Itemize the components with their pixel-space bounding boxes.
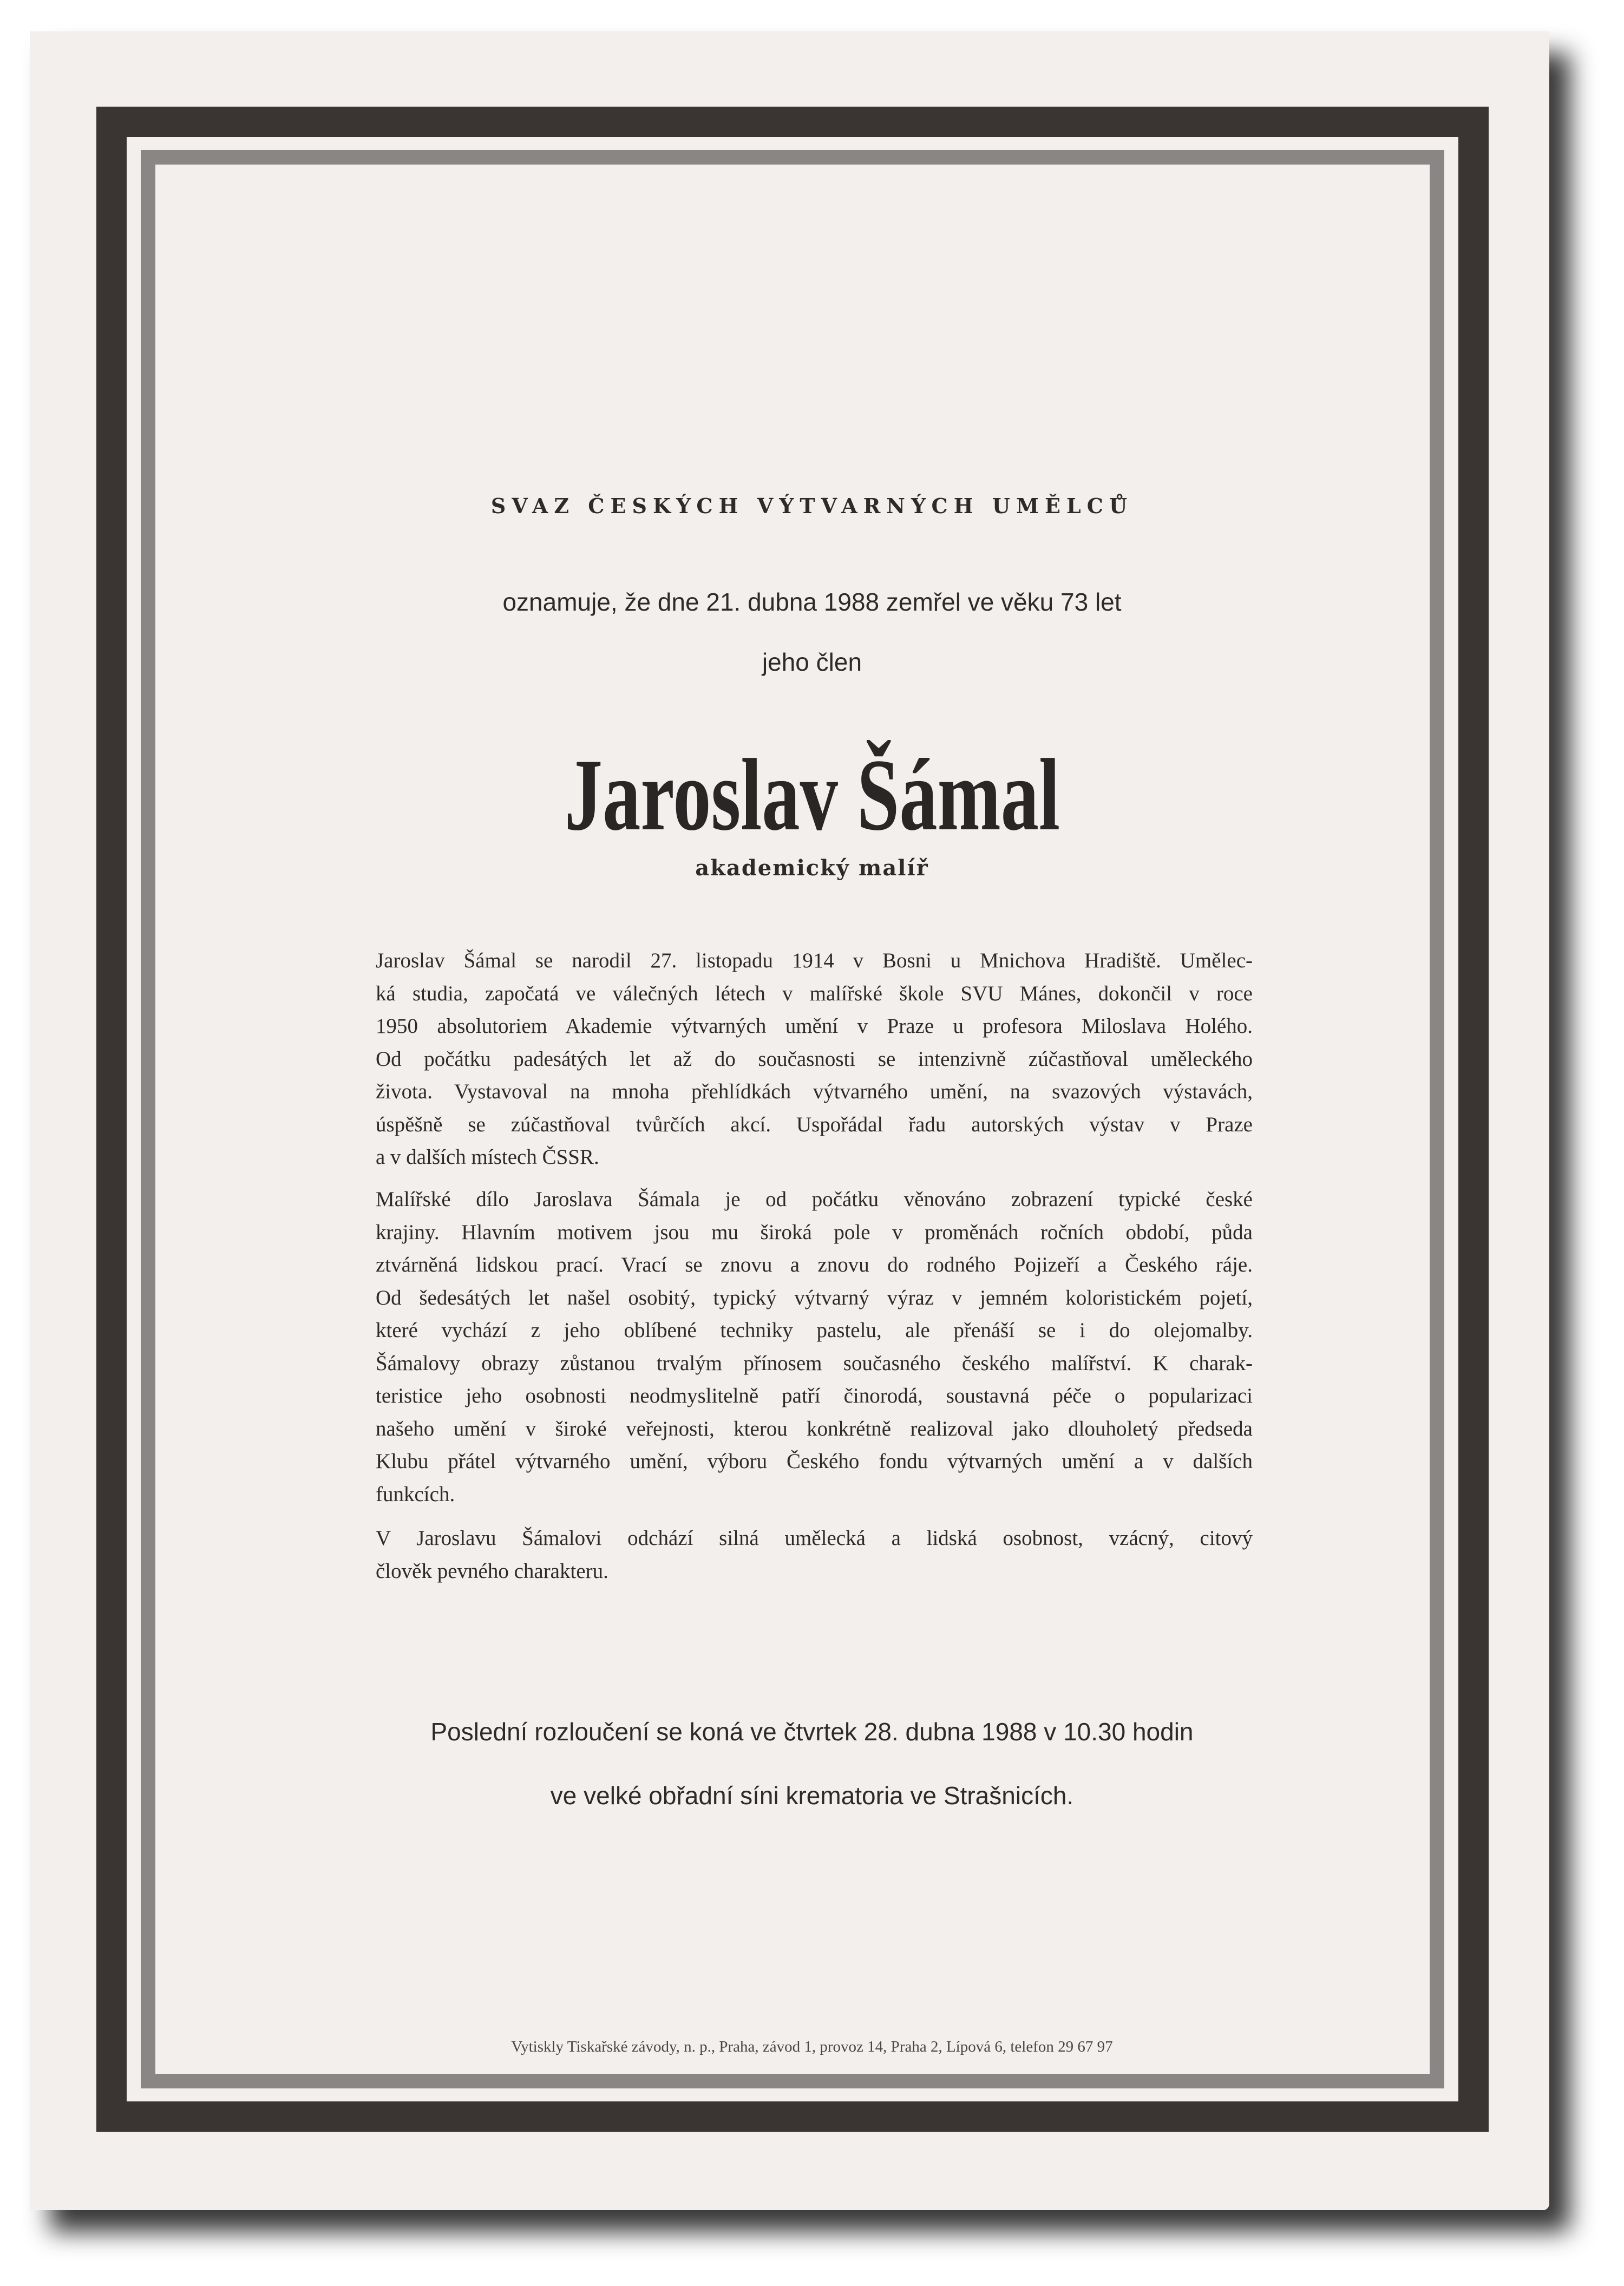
text-line: 1950 absolutoriem Akademie výtvarných umění v Praze u profesora Miloslava Holého. — [376, 1014, 1253, 1038]
farewell-date: Poslední rozloučení se koná ve čtvrtek 28. dubna 1988 v 10.30 hodin — [430, 1718, 1194, 1746]
text-line: Od počátku padesátých let až do současnosti se intenzivně zúčastňoval uměleckého — [376, 1047, 1253, 1071]
text-line: ztvárněná lidskou prací. Vrací se znovu a znovu do rodného Pojizeří a Českého ráje. — [376, 1253, 1253, 1276]
text-line: které vychází z jeho oblíbené techniky pastelu, ale přenáší se i do olejomalby. — [376, 1319, 1253, 1342]
text-line: Klubu přátel výtvarného umění, výboru Českého fondu výtvarných umění a v dalších — [376, 1450, 1253, 1473]
farewell-place: ve velké obřadní síni krematoria ve Strašnicích. — [550, 1781, 1074, 1810]
biography-paragraph-2 — [376, 1183, 1253, 1511]
text-line: Malířské dílo Jaroslava Šámala je od počátku věnováno zobrazení typické české — [376, 1188, 1253, 1211]
text-line: Jaroslav Šámal se narodil 27. listopadu 1914 v Bosni u Mnichova Hradiště. Umělec- — [376, 949, 1253, 972]
text-line: V Jaroslavu Šámalovi odchází silná umělecká a lidská osobnost, vzácný, citový — [376, 1527, 1253, 1550]
text-line: teristice jeho osobnosti neodmyslitelně patří činorodá, soustavná péče o popularizaci — [376, 1384, 1253, 1407]
member-line: jeho člen — [762, 648, 862, 676]
text-line: našeho umění v široké veřejnosti, kterou konkrétně realizoval jako dlouholetý předseda — [376, 1417, 1253, 1440]
biography-paragraph-3 — [376, 1522, 1253, 1588]
deceased-title: akademický malíř — [695, 855, 929, 881]
biography-paragraph-1 — [376, 945, 1253, 1174]
death-announcement: oznamuje, že dne 21. dubna 1988 zemřel ve věku 73 let — [502, 588, 1122, 616]
deceased-name — [0, 736, 1624, 854]
text-line: Od šedesátých let našel osobitý, typický výtvarný výraz v jemném koloristickém pojetí, — [376, 1286, 1253, 1309]
text-line: funkcích. — [376, 1482, 455, 1506]
organization-heading: SVAZ ČESKÝCH VÝTVARNÝCH UMĚLCŮ — [490, 494, 1134, 518]
text-line: člověk pevného charakteru. — [376, 1559, 608, 1583]
text-line: života. Vystavoval na mnoha přehlídkách výtvarného umění, na svazových výstavách, — [376, 1080, 1253, 1103]
text-line: Šámalovy obrazy zůstanou trvalým přínosem současného českého malířství. K charak- — [376, 1351, 1253, 1375]
printer-note: Vytiskly Tiskařské závody, n. p., Praha, závod 1, provoz 14, Praha 2, Lípová 6, telefon 29 67 97 — [511, 2038, 1113, 2055]
text-line: krajiny. Hlavním motivem jsou mu široká pole v proměnách ročních období, půda — [376, 1220, 1253, 1244]
text-line: úspěšně se zúčastňoval tvůrčích akcí. Uspořádal řadu autorských výstav v Praze — [376, 1112, 1253, 1136]
deceased-name-text: Jaroslav Šámal — [564, 738, 1060, 852]
text-line: a v dalších místech ČSSR. — [376, 1145, 599, 1169]
text-line: ká studia, započatá ve válečných létech v malířské škole SVU Mánes, dokončil v roce — [376, 981, 1253, 1005]
